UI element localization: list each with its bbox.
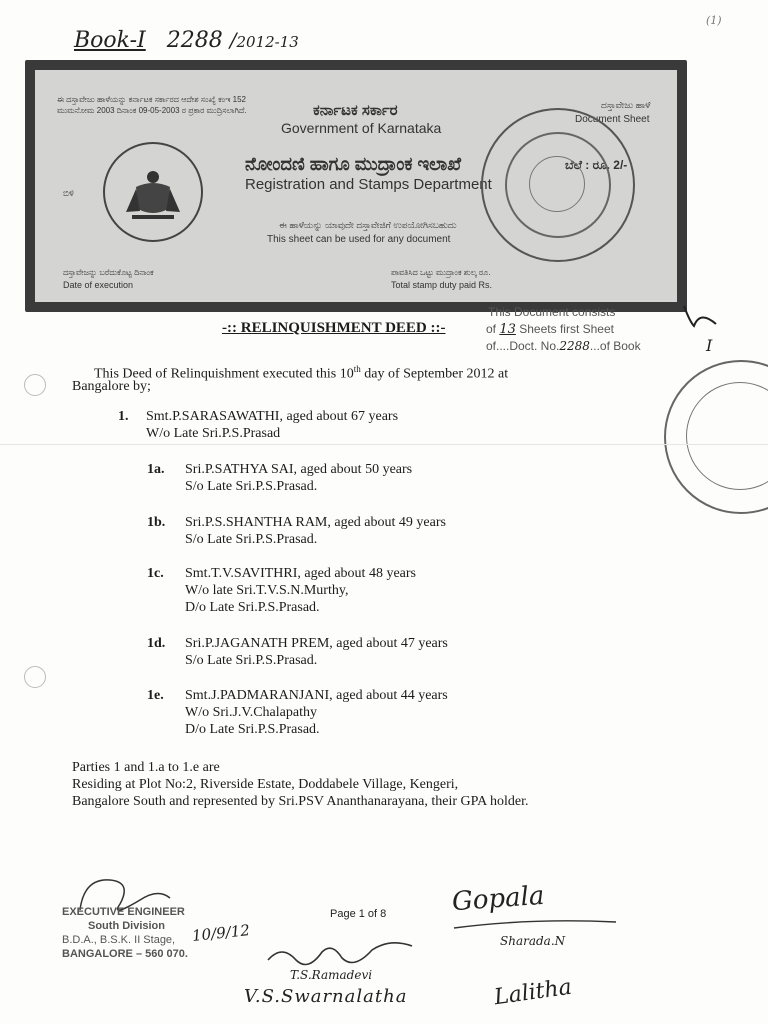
engineer-stamp-line2: South Division	[88, 920, 165, 932]
doc-stamp-book-number: I	[706, 336, 713, 355]
stamp-serial-mark: ಬಿಳಿ	[63, 188, 74, 198]
check-mark-icon	[680, 300, 720, 332]
punch-hole	[24, 374, 46, 396]
engineer-stamp-line4: BANGALORE – 560 070.	[62, 948, 188, 960]
office-seal-core	[529, 156, 585, 212]
use-english: This sheet can be used for any document	[267, 234, 451, 245]
signature-swarnalatha: V.S.Swarnalatha	[244, 986, 408, 1007]
party-list-item	[147, 565, 416, 616]
book-doc-number: 2288	[166, 28, 223, 53]
doc-stamp-line3: of....Doct. No.2288...of Book	[486, 339, 641, 353]
use-kannada: ಈ ಹಾಳೆಯನ್ನು ಯಾವುದೇ ದಸ್ತಾವೇಜಿಗೆ ಉಪಯೋಗಿಸಬಹುದು	[279, 220, 457, 230]
party-number: 1b.	[147, 515, 166, 530]
party-line2: S/o Late Sri.P.S.Prasad.	[185, 653, 318, 668]
engineer-stamp	[62, 905, 188, 961]
party-line1: Smt.P.SARASAWATHI, aged about 67 years	[146, 409, 399, 424]
signature-lalitha: Lalitha	[492, 974, 574, 1011]
handwritten-date: 10/9/12	[191, 921, 251, 945]
party-number: 1.	[118, 409, 129, 424]
party-line3: D/o Late Sri.P.S.Prasad.	[185, 600, 320, 615]
signature-sharada: Sharada.N	[500, 934, 566, 948]
party-line2: W/o Late Sri.P.S.Prasad	[146, 426, 281, 441]
deed-intro-line2: Bangalore by;	[72, 379, 151, 394]
stamp-price: ಬೆಲೆ : ರೂ. 2/-	[565, 158, 628, 172]
gov-kannada: ಕರ್ನಾಟಕ ಸರ್ಕಾರ	[313, 102, 398, 119]
residence-line3: Bangalore South and represented by Sri.PSV Ananthanarayana, their GPA holder.	[72, 794, 529, 809]
book-year: 2012-13	[236, 33, 299, 51]
party-number: 1c.	[147, 566, 164, 581]
signature-ramadevi: T.S.Ramadevi	[290, 968, 373, 982]
engineer-stamp-line1: EXECUTIVE ENGINEER	[62, 906, 185, 918]
party-line1: Sri.P.SATHYA SAI, aged about 50 years	[185, 462, 413, 477]
document-sheet-stamp	[486, 304, 641, 355]
gov-english: Government of Karnataka	[281, 120, 442, 136]
date-exec-kannada: ದಸ್ತಾವೇಜನ್ನು ಬರೆದುಕೊಟ್ಟ ದಿನಾಂಕ	[63, 268, 154, 277]
party-list-item	[147, 687, 448, 738]
party-number: 1e.	[147, 688, 164, 703]
party-number: 1d.	[147, 636, 166, 651]
fold-line	[0, 444, 768, 445]
party-number: 1a.	[147, 462, 165, 477]
party-line1: Smt.J.PADMARANJANI, aged about 44 years	[185, 688, 448, 703]
doc-sheet-kannada: ದಸ್ತಾವೇಜು ಹಾಳೆ	[601, 100, 651, 110]
residence-line1: Parties 1 and 1.a to 1.e are	[72, 760, 220, 775]
page-title: -:: RELINQUISHMENT DEED ::-	[222, 320, 446, 336]
punch-hole	[24, 666, 46, 688]
duty-kannada: ಪಾವತಿಸಿದ ಒಟ್ಟು ಮುದ್ರಾಂಕ ಶುಲ್ಕ ರೂ.	[391, 268, 491, 277]
party-list-item	[147, 635, 448, 669]
engineer-stamp-line3: B.D.A., B.S.K. II Stage,	[62, 934, 176, 946]
dept-english: Registration and Stamps Department	[245, 176, 492, 193]
party-list-item	[118, 408, 398, 442]
party-line1: Sri.P.JAGANATH PREM, aged about 47 years	[185, 636, 448, 651]
party-line2: W/o late Sri.T.V.S.N.Murthy,	[185, 583, 349, 598]
date-exec-english: Date of execution	[63, 280, 134, 290]
party-list-item	[147, 514, 446, 548]
party-line1: Smt.T.V.SAVITHRI, aged about 48 years	[185, 566, 416, 581]
party-line1: Sri.P.S.SHANTHA RAM, aged about 49 years	[185, 515, 446, 530]
residence-paragraph	[72, 759, 528, 810]
party-line3: D/o Late Sri.P.S.Prasad.	[185, 722, 320, 737]
karnataka-emblem-icon	[103, 142, 203, 242]
duty-english: Total stamp duty paid Rs.	[391, 280, 493, 290]
stamp-order-note: ಈ ದಸ್ತಾವೇಜು ಹಾಳೆಯನ್ನು ಕರ್ನಾಟಕ ಸರ್ಕಾರದ ಆದೇಶ ಸಂಖ್ಯೆ ಕಂಇ 152 ಮುಮನೋಮ 2003 ದಿನಾಂಕ 09-05-2003 ರ ಪ್ರಕಾರ ಮುದ್ರಿಸಲಾಗಿದೆ.	[57, 95, 247, 115]
doc-stamp-line2: of 13 Sheets first Sheet	[486, 322, 614, 337]
doc-stamp-sheets: 13	[499, 322, 516, 337]
doc-sheet-english: Document Sheet	[575, 114, 650, 125]
party-line2: W/o Sri.J.V.Chalapathy	[185, 705, 317, 720]
party-line2: S/o Late Sri.P.S.Prasad.	[185, 532, 318, 547]
deed-intro: This Deed of Relinquishment executed this 10th day of September 2012 at	[94, 364, 509, 382]
doc-stamp-number: 2288	[559, 339, 590, 353]
party-line2: S/o Late Sri.P.S.Prasad.	[185, 479, 318, 494]
handwritten-book-note: Book-I 2288 /2012-13	[74, 28, 299, 53]
doc-stamp-line1: This Document consists	[488, 305, 616, 319]
corner-page-mark: (1)	[706, 14, 722, 27]
dept-kannada: ನೋಂದಣಿ ಹಾಗೂ ಮುದ್ರಾಂಕ ಇಲಾಖೆ	[245, 154, 462, 174]
stamp-sheet-banner	[25, 60, 687, 312]
book-label: Book-I	[74, 28, 146, 53]
intro-superscript: th	[353, 364, 361, 374]
page-number: Page 1 of 8	[330, 908, 387, 920]
party-list-item	[147, 461, 412, 495]
signature-underline	[450, 914, 620, 934]
residence-line2: Residing at Plot No:2, Riverside Estate, Doddabele Village, Kengeri,	[72, 777, 459, 792]
signature-gopala: Gopala	[451, 880, 546, 918]
